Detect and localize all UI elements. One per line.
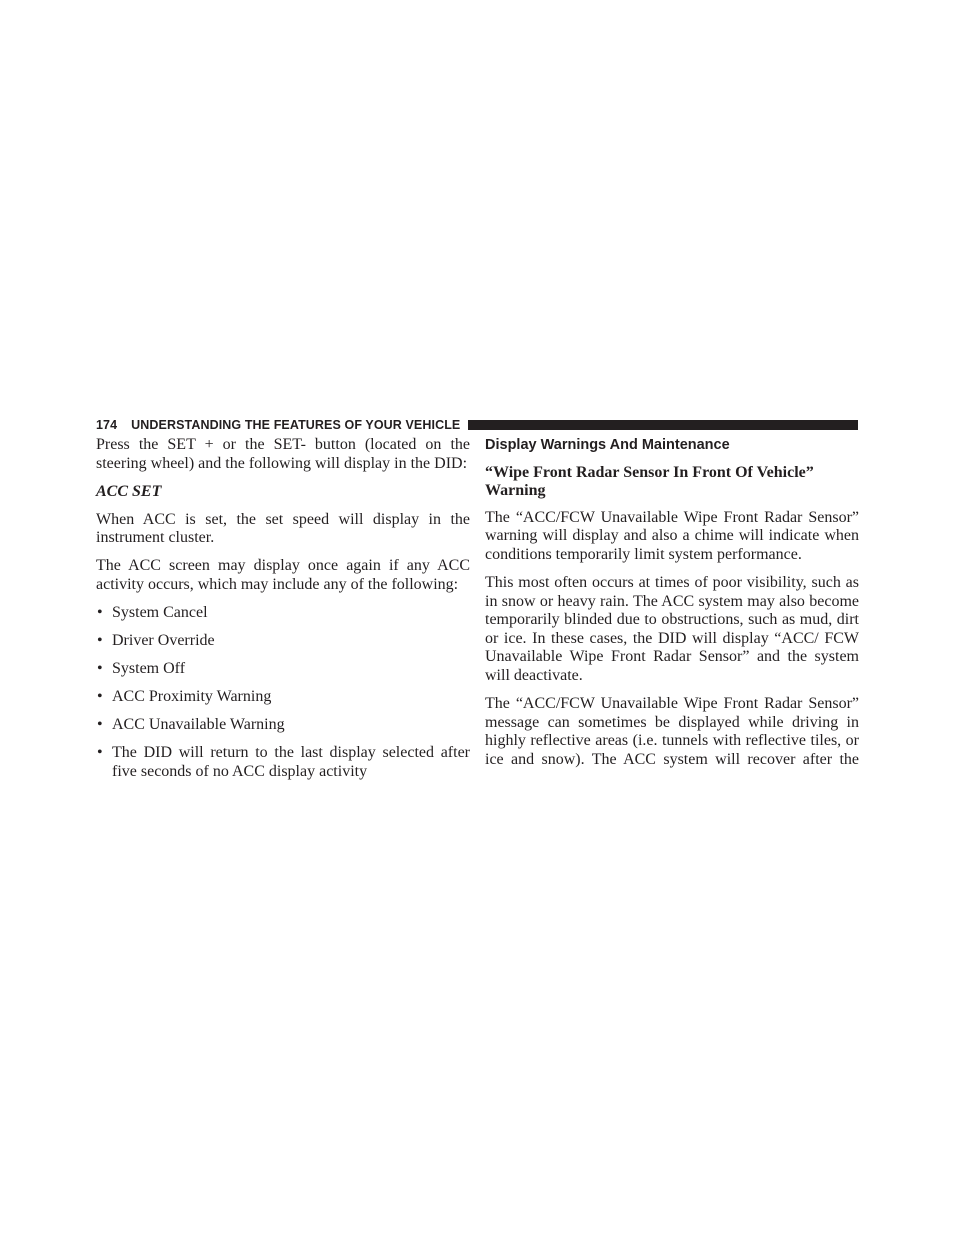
acc-screen-paragraph: The ACC screen may display once again if any ACC activity occurs, which may include any of the following: [96,557,470,594]
list-item-text: Driver Override [112,632,215,650]
warning-paragraph: The “ACC/FCW Unavailable Wipe Front Radar Sensor” warning will display and also a chime will indicate when conditions temporarily limit system performance. [485,508,859,563]
list-item-text: System Cancel [112,604,208,622]
page-header [96,416,858,434]
acc-set-label: ACC SET [96,482,162,500]
header-text [96,418,460,432]
right-column [485,436,859,779]
acc-activity-list [96,604,470,781]
bullet-icon: • [97,660,103,678]
page-number: 174 [96,418,118,432]
bullet-icon: • [97,716,103,734]
bullet-icon: • [97,688,103,706]
list-item-text: ACC Unavailable Warning [112,716,285,734]
visibility-paragraph: This most often occurs at times of poor visibility, such as in snow or heavy rain. The ACC system may also become temporarily blinded due to obstructions, such as mud, dirt or ice. In these cases, the DID will display “ACC/ FCW Unavailable Wipe Front Radar Sensor” and the system will deactivate. [485,574,859,685]
bullet-icon: • [97,604,103,622]
list-item-text: The DID will return to the last display selected after five seconds of no ACC display activity [112,744,470,780]
acc-set-paragraph: When ACC is set, the set speed will display in the instrument cluster. [96,510,470,547]
list-item-text: System Off [112,660,186,678]
reflective-areas-paragraph: The “ACC/FCW Unavailable Wipe Front Radar Sensor” message can sometimes be displayed while driving in highly reflective areas (i.e. tunnels with reflective tiles, or ice and snow). The ACC system will recover after the [485,695,859,768]
bullet-icon: • [97,632,103,650]
list-item [96,688,470,707]
sub-heading: “Wipe Front Radar Sensor In Front Of Vehicle” Warning [485,463,814,500]
list-item [96,660,470,679]
section-heading: Display Warnings And Maintenance [485,437,730,453]
intro-paragraph: Press the SET + or the SET- button (located on the steering wheel) and the following will display in the DID: [96,436,470,472]
list-item-text: ACC Proximity Warning [112,688,272,706]
list-item [96,632,470,651]
section-title-header: UNDERSTANDING THE FEATURES OF YOUR VEHICLE [131,418,461,432]
list-item [96,744,470,781]
bullet-icon: • [97,744,103,762]
left-column [96,436,470,791]
header-rule [468,420,858,430]
list-item [96,604,470,623]
list-item [96,716,470,735]
